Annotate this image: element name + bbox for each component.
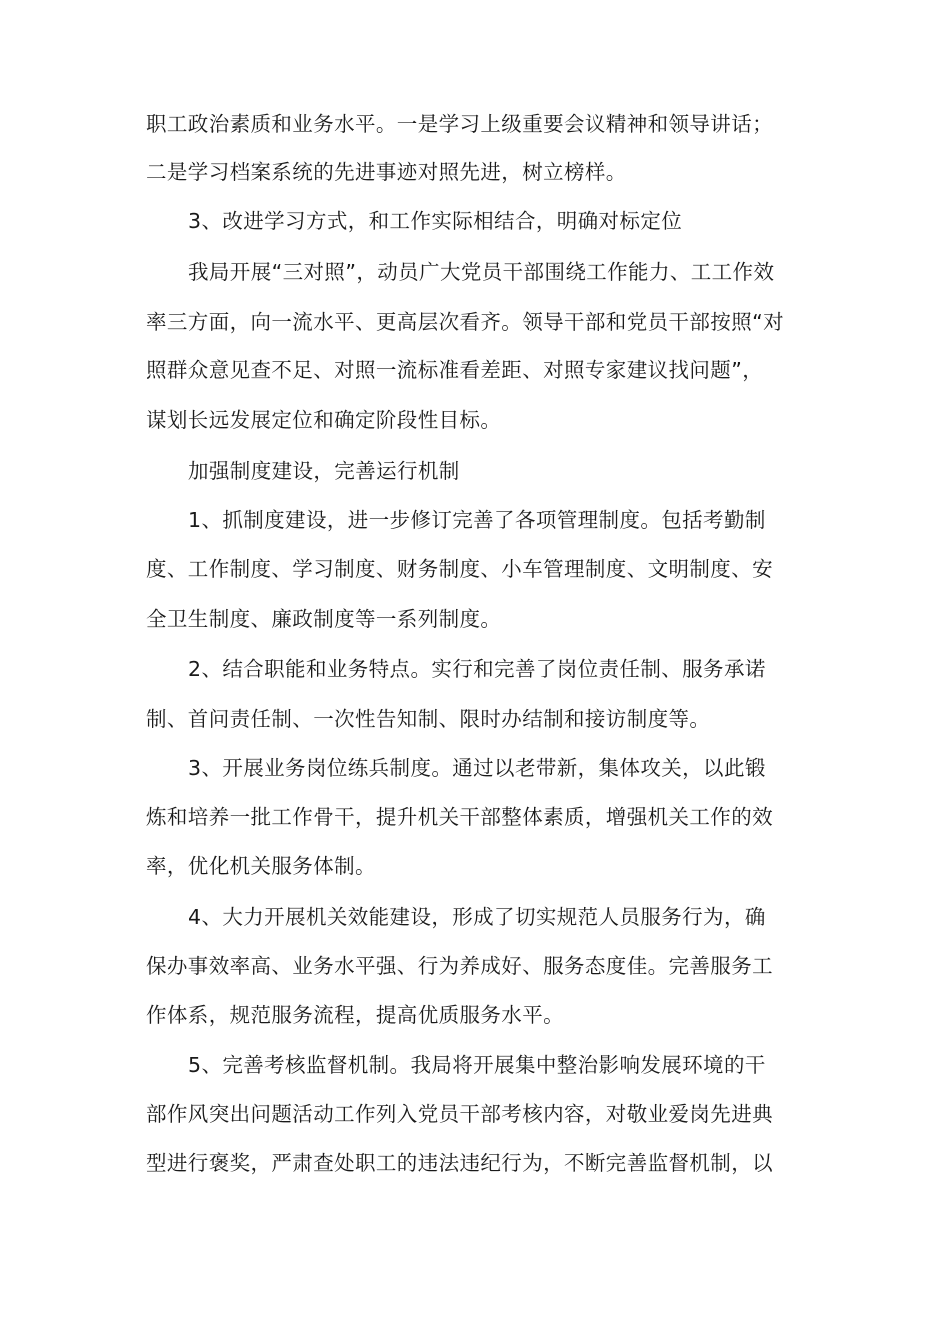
- text-line: 部作风突出问题活动工作列入党员干部考核内容，对敬业爱岗先进典: [146, 1102, 773, 1126]
- text-line: 我局开展“三对照”，动员广大党员干部围绕工作能力、工工作效: [188, 260, 775, 284]
- text-line: 保办事效率高、业务水平强、行为养成好、服务态度佳。完善服务工: [146, 954, 773, 978]
- section-heading: 加强制度建设，完善运行机制: [188, 459, 460, 483]
- text-line: 1、抓制度建设，进一步修订完善了各项管理制度。包括考勤制: [188, 508, 766, 532]
- text-line: 3、开展业务岗位练兵制度。通过以老带新，集体攻关，以此锻: [188, 756, 766, 780]
- text-line: 率，优化机关服务体制。: [146, 854, 376, 878]
- text-line: 二是学习档案系统的先进事迹对照先进，树立榜样。: [146, 160, 627, 184]
- text-line: 4、大力开展机关效能建设，形成了切实规范人员服务行为，确: [188, 905, 766, 929]
- text-line: 度、工作制度、学习制度、财务制度、小车管理制度、文明制度、安: [146, 557, 773, 581]
- text-line: 5、完善考核监督机制。我局将开展集中整治影响发展环境的干: [188, 1053, 766, 1077]
- text-line: 全卫生制度、廉政制度等一系列制度。: [146, 607, 502, 631]
- text-line: 3、改进学习方式，和工作实际相结合，明确对标定位: [188, 209, 683, 233]
- text-line: 2、结合职能和业务特点。实行和完善了岗位责任制、服务承诺: [188, 657, 766, 681]
- text-line: 炼和培养一批工作骨干，提升机关干部整体素质，增强机关工作的效: [146, 805, 773, 829]
- text-line: 谋划长远发展定位和确定阶段性目标。: [146, 408, 502, 432]
- text-line: 职工政治素质和业务水平。一是学习上级重要会议精神和领导讲话；: [146, 112, 773, 136]
- text-line: 照群众意见查不足、对照一流标准看差距、对照专家建议找问题”，: [146, 358, 764, 382]
- text-line: 率三方面，向一流水平、更高层次看齐。领导干部和党员干部按照“对: [146, 310, 785, 334]
- text-line: 作体系，规范服务流程，提高优质服务水平。: [146, 1003, 564, 1027]
- text-line: 制、首问责任制、一次性告知制、限时办结制和接访制度等。: [146, 707, 711, 731]
- text-line: 型进行褒奖，严肃查处职工的违法违纪行为，不断完善监督机制，以: [146, 1151, 773, 1175]
